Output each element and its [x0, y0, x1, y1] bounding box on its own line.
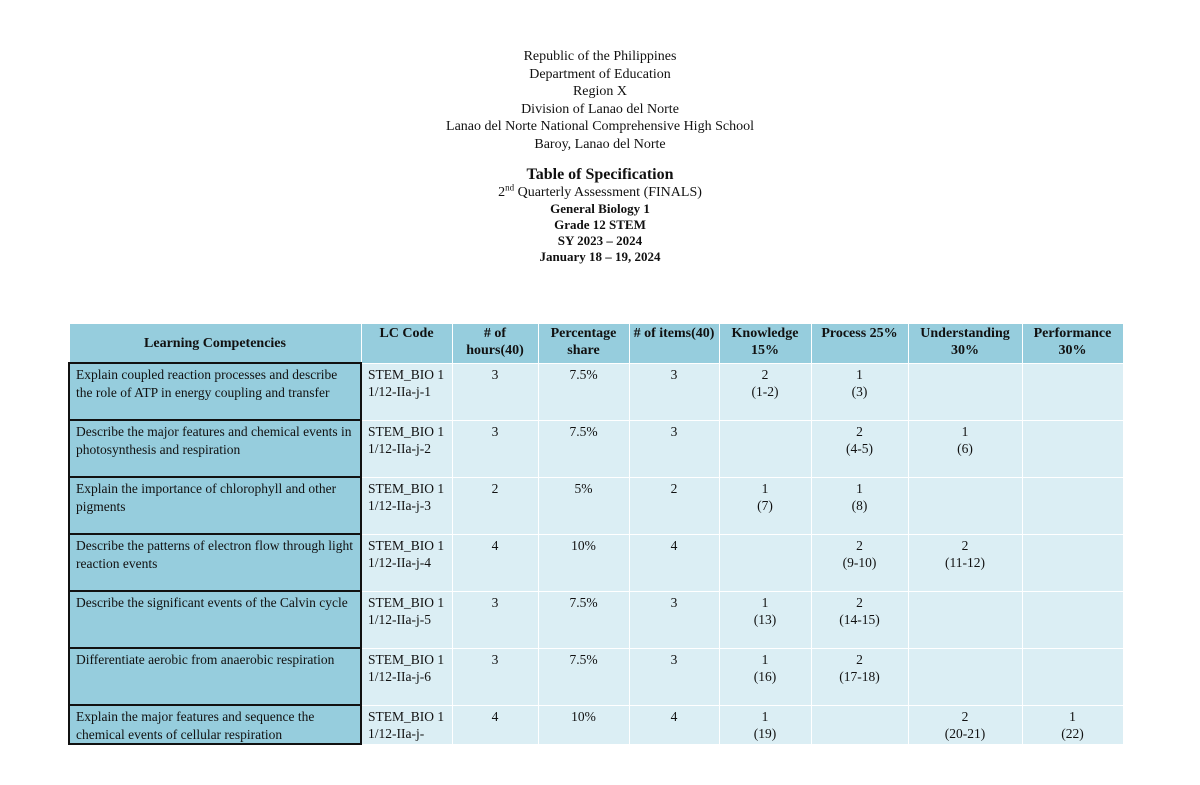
items-cell: 3 [629, 648, 719, 705]
process-count: 2 [856, 594, 863, 610]
competency-cell: Describe the significant events of the Calvin cycle [69, 591, 361, 648]
performance-cell [1022, 534, 1123, 591]
knowledge-count: 1 [761, 708, 769, 724]
performance-count: 1 [1069, 708, 1076, 724]
col-items: # of items(40) [629, 324, 719, 364]
performance-cell [1022, 591, 1123, 648]
process-cell [811, 534, 908, 591]
header-line: Division of Lanao del Norte [521, 101, 679, 117]
lc-code-text: STEM_BIO 11/12-IIa-j- [368, 708, 445, 741]
lc-code-cell: STEM_BIO 11/12-IIa-j-5 [361, 591, 452, 648]
subtitle-text: Quarterly Assessment (FINALS) [514, 185, 702, 200]
lc-code-cell: STEM_BIO 11/12-IIa-j-2 [361, 420, 452, 477]
process-cell [811, 705, 908, 744]
knowledge-count: 1 [761, 651, 769, 667]
knowledge-count: 1 [761, 480, 769, 496]
knowledge-items: (19) [753, 726, 777, 741]
school-year: SY 2023 – 2024 [557, 233, 643, 248]
header-line: Republic of the Philippines [523, 49, 677, 64]
understanding-items: (6) [957, 441, 973, 456]
items-cell: 3 [629, 420, 719, 477]
table-row [69, 477, 1123, 534]
lc-code-cell: STEM_BIO 11/12-IIa-j-6 [361, 648, 452, 705]
understanding-cell [908, 705, 1022, 744]
understanding-items: (11-12) [945, 555, 985, 570]
process-count: 2 [856, 423, 863, 439]
knowledge-cell [719, 363, 811, 420]
subtitle-number: 2 [498, 185, 506, 200]
specification-table [68, 323, 1124, 745]
knowledge-cell [719, 705, 811, 744]
percentage-cell: 10% [538, 705, 629, 744]
table-row [69, 420, 1123, 477]
process-count: 2 [856, 537, 863, 553]
performance-cell [1022, 477, 1123, 534]
col-lc-code: LC Code [361, 324, 452, 364]
lc-code-cell: STEM_BIO 11/12-IIa-j-4 [361, 534, 452, 591]
competency-cell: Describe the major features and chemical events in photosynthesis and respiration [69, 420, 361, 477]
items-cell: 3 [629, 363, 719, 420]
performance-items: (22) [1061, 726, 1084, 741]
header-line: Department of Education [529, 66, 671, 82]
understanding-cell [908, 477, 1022, 534]
competency-cell: Explain coupled reaction processes and describe the role of ATP in energy coupling and transfer [69, 363, 361, 420]
col-percentage-share: Percentage share [538, 324, 629, 364]
hours-cell: 4 [452, 705, 538, 744]
process-count: 2 [856, 651, 863, 667]
items-cell: 3 [629, 591, 719, 648]
table-row [69, 534, 1123, 591]
competency-cell: Describe the patterns of electron flow through light reaction events [69, 534, 361, 591]
performance-cell [1022, 648, 1123, 705]
percentage-cell: 7.5% [538, 420, 629, 477]
process-items: (14-15) [839, 612, 880, 627]
percentage-cell: 10% [538, 534, 629, 591]
process-items: (8) [851, 498, 868, 513]
school-name: Lanao del Norte National Comprehensive High School [446, 119, 754, 134]
hours-cell: 3 [452, 648, 538, 705]
understanding-count: 1 [961, 423, 969, 439]
lc-code-cell [361, 705, 452, 744]
grade-level: Grade 12 STEM [554, 217, 646, 232]
understanding-count: 2 [961, 537, 969, 553]
col-performance: Performance 30% [1022, 324, 1123, 364]
knowledge-items: (13) [753, 612, 777, 627]
table-header-row [69, 324, 1123, 364]
col-hours: # of hours(40) [452, 324, 538, 364]
understanding-items: (20-21) [944, 726, 986, 741]
lc-code-cell: STEM_BIO 11/12-IIa-j-1 [361, 363, 452, 420]
understanding-cell [908, 534, 1022, 591]
knowledge-items: (1-2) [751, 384, 779, 399]
performance-cell [1022, 420, 1123, 477]
understanding-cell [908, 363, 1022, 420]
hours-cell: 3 [452, 591, 538, 648]
process-cell [811, 363, 908, 420]
percentage-cell: 7.5% [538, 648, 629, 705]
understanding-cell [908, 648, 1022, 705]
process-cell [811, 420, 908, 477]
performance-cell [1022, 363, 1123, 420]
table-row [69, 705, 1123, 744]
lc-code-cell: STEM_BIO 11/12-IIa-j-3 [361, 477, 452, 534]
process-items: (9-10) [842, 555, 877, 570]
table-row [69, 648, 1123, 705]
process-count: 1 [856, 480, 863, 496]
subtitle-superscript: nd [505, 182, 515, 193]
understanding-cell [908, 420, 1022, 477]
percentage-cell: 7.5% [538, 363, 629, 420]
col-learning-competencies: Learning Competencies [69, 324, 361, 364]
process-count: 1 [856, 366, 863, 382]
document-subtitle [0, 182, 1200, 201]
process-cell [811, 591, 908, 648]
knowledge-count: 2 [761, 366, 769, 382]
understanding-cell [908, 591, 1022, 648]
knowledge-cell [719, 534, 811, 591]
percentage-cell: 7.5% [538, 591, 629, 648]
items-cell: 2 [629, 477, 719, 534]
exam-dates: January 18 – 19, 2024 [539, 249, 661, 264]
hours-cell: 3 [452, 363, 538, 420]
col-process: Process 25% [811, 324, 908, 364]
hours-cell: 2 [452, 477, 538, 534]
process-items: (4-5) [846, 441, 873, 456]
knowledge-cell [719, 591, 811, 648]
understanding-count: 2 [961, 708, 969, 724]
knowledge-items: (16) [753, 669, 777, 684]
school-address: Baroy, Lanao del Norte [534, 136, 666, 152]
knowledge-cell [719, 420, 811, 477]
table-row [69, 363, 1123, 420]
knowledge-count: 1 [761, 594, 769, 610]
knowledge-cell [719, 648, 811, 705]
hours-cell: 4 [452, 534, 538, 591]
process-items: (17-18) [839, 669, 880, 684]
knowledge-cell [719, 477, 811, 534]
col-knowledge: Knowledge 15% [719, 324, 811, 364]
performance-cell [1022, 705, 1123, 744]
table-row [69, 591, 1123, 648]
header-line: Region X [572, 84, 628, 99]
process-cell [811, 648, 908, 705]
hours-cell: 3 [452, 420, 538, 477]
competency-cell: Explain the major features and sequence the chemical events of cellular respiration [69, 705, 361, 744]
items-cell: 4 [629, 534, 719, 591]
process-cell [811, 477, 908, 534]
percentage-cell: 5% [538, 477, 629, 534]
process-items: (3) [851, 384, 868, 399]
items-cell: 4 [629, 705, 719, 744]
subject-name: General Biology 1 [550, 201, 650, 216]
document-header [0, 48, 1200, 265]
col-understanding: Understanding 30% [908, 324, 1022, 364]
document-title: Table of Specification [526, 166, 674, 183]
knowledge-items: (7) [757, 498, 773, 513]
competency-cell: Differentiate aerobic from anaerobic respiration [69, 648, 361, 705]
competency-cell: Explain the importance of chlorophyll and other pigments [69, 477, 361, 534]
